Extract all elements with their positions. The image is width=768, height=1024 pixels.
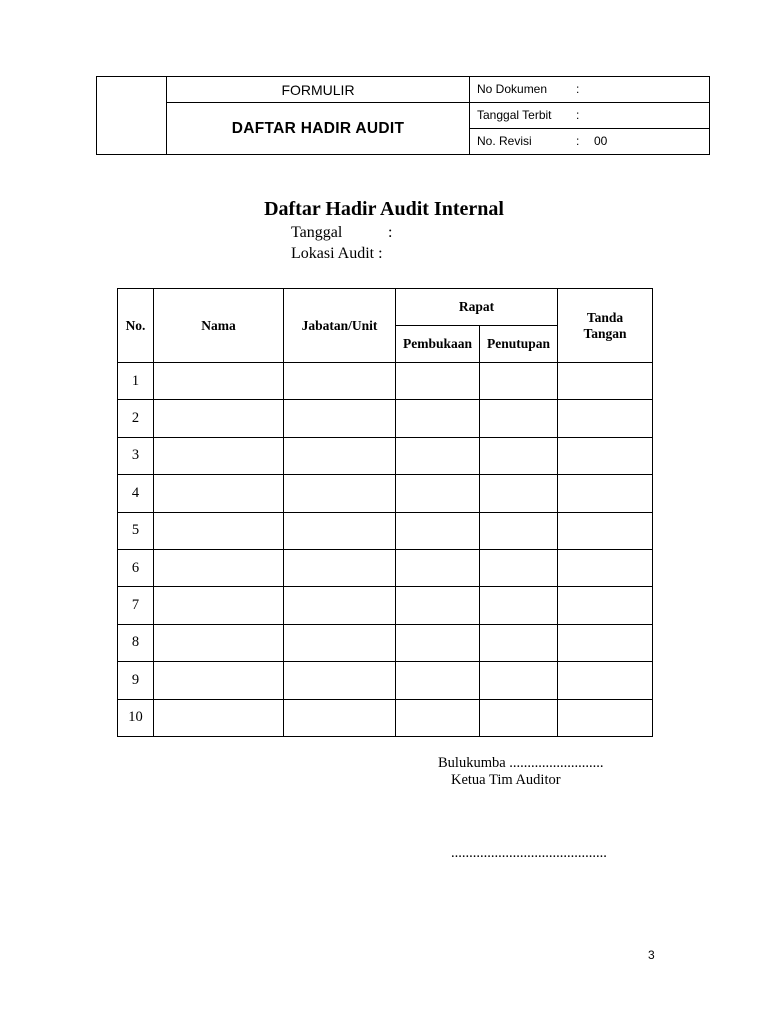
cell-jabatan[interactable] — [284, 475, 396, 512]
row-number: 9 — [118, 662, 154, 699]
table-row — [118, 475, 653, 512]
tangan-label: Tangan — [583, 325, 627, 341]
cell-nama[interactable] — [154, 549, 284, 586]
cell-nama[interactable] — [154, 699, 284, 736]
date-colon: : — [388, 224, 393, 241]
cell-tanda-tangan[interactable] — [558, 587, 653, 624]
cell-penutupan[interactable] — [480, 400, 558, 437]
cell-pembukaan[interactable] — [396, 400, 480, 437]
table-row — [118, 624, 653, 661]
row-number: 4 — [118, 475, 154, 512]
table-row — [118, 699, 653, 736]
meta-colon: : — [576, 134, 580, 148]
cell-pembukaan[interactable] — [396, 512, 480, 549]
row-number: 5 — [118, 512, 154, 549]
row-number: 3 — [118, 437, 154, 474]
cell-pembukaan[interactable] — [396, 624, 480, 661]
cell-tanda-tangan[interactable] — [558, 512, 653, 549]
col-header-rapat: Rapat — [396, 289, 558, 326]
attendance-rows — [118, 363, 653, 737]
cell-jabatan[interactable] — [284, 512, 396, 549]
meta-label: No. Revisi — [477, 134, 532, 148]
cell-tanda-tangan[interactable] — [558, 699, 653, 736]
meta-row-no-dokumen — [470, 77, 710, 103]
cell-nama[interactable] — [154, 512, 284, 549]
cell-penutupan[interactable] — [480, 512, 558, 549]
meta-colon: : — [576, 82, 580, 96]
row-number: 10 — [118, 699, 154, 736]
tanda-label: Tanda — [586, 309, 624, 325]
meta-row-tanggal-terbit — [470, 103, 710, 129]
col-header-penutupan: Penutupan — [480, 326, 558, 363]
table-row — [118, 587, 653, 624]
meta-row-no-revisi — [470, 129, 710, 155]
row-number: 8 — [118, 624, 154, 661]
table-row — [118, 363, 653, 400]
document-title: Daftar Hadir Audit Internal — [264, 198, 504, 220]
col-header-no: No. — [118, 289, 154, 363]
cell-penutupan[interactable] — [480, 699, 558, 736]
cell-tanda-tangan[interactable] — [558, 549, 653, 586]
form-label: FORMULIR — [167, 77, 470, 103]
form-header-table — [96, 76, 710, 155]
col-header-jabatan: Jabatan/Unit — [284, 289, 396, 363]
cell-nama[interactable] — [154, 437, 284, 474]
cell-jabatan[interactable] — [284, 400, 396, 437]
cell-tanda-tangan[interactable] — [558, 363, 653, 400]
col-header-tanda-tangan — [558, 289, 653, 363]
place-date: Bulukumba .......................... — [438, 755, 604, 771]
table-row — [118, 549, 653, 586]
row-number: 7 — [118, 587, 154, 624]
col-header-nama: Nama — [154, 289, 284, 363]
cell-penutupan[interactable] — [480, 624, 558, 661]
row-number: 6 — [118, 549, 154, 586]
table-row — [118, 662, 653, 699]
cell-pembukaan[interactable] — [396, 363, 480, 400]
attendance-table — [117, 288, 653, 737]
cell-penutupan[interactable] — [480, 549, 558, 586]
cell-jabatan[interactable] — [284, 549, 396, 586]
cell-penutupan[interactable] — [480, 437, 558, 474]
cell-jabatan[interactable] — [284, 437, 396, 474]
meta-value: 00 — [594, 134, 608, 148]
location-field: Lokasi Audit : — [291, 245, 383, 262]
cell-pembukaan[interactable] — [396, 475, 480, 512]
cell-tanda-tangan[interactable] — [558, 400, 653, 437]
cell-penutupan[interactable] — [480, 475, 558, 512]
cell-pembukaan[interactable] — [396, 662, 480, 699]
cell-nama[interactable] — [154, 400, 284, 437]
cell-jabatan[interactable] — [284, 363, 396, 400]
cell-nama[interactable] — [154, 662, 284, 699]
cell-nama[interactable] — [154, 624, 284, 661]
cell-penutupan[interactable] — [480, 587, 558, 624]
cell-pembukaan[interactable] — [396, 549, 480, 586]
cell-tanda-tangan[interactable] — [558, 437, 653, 474]
cell-tanda-tangan[interactable] — [558, 662, 653, 699]
cell-tanda-tangan[interactable] — [558, 475, 653, 512]
cell-pembukaan[interactable] — [396, 699, 480, 736]
signer-role: Ketua Tim Auditor — [451, 772, 561, 788]
cell-jabatan[interactable] — [284, 624, 396, 661]
cell-jabatan[interactable] — [284, 662, 396, 699]
cell-jabatan[interactable] — [284, 699, 396, 736]
cell-pembukaan[interactable] — [396, 587, 480, 624]
cell-nama[interactable] — [154, 363, 284, 400]
cell-nama[interactable] — [154, 475, 284, 512]
logo-cell — [97, 77, 167, 155]
cell-penutupan[interactable] — [480, 363, 558, 400]
row-number: 1 — [118, 363, 154, 400]
cell-tanda-tangan[interactable] — [558, 624, 653, 661]
meta-label: Tanggal Terbit — [477, 108, 552, 122]
row-number: 2 — [118, 400, 154, 437]
table-row — [118, 512, 653, 549]
cell-jabatan[interactable] — [284, 587, 396, 624]
cell-nama[interactable] — [154, 587, 284, 624]
date-label: Tanggal — [291, 224, 343, 241]
col-header-pembukaan: Pembukaan — [396, 326, 480, 363]
signature-line: ........................................... — [451, 845, 607, 861]
table-row — [118, 437, 653, 474]
cell-penutupan[interactable] — [480, 662, 558, 699]
page-number: 3 — [648, 948, 655, 962]
cell-pembukaan[interactable] — [396, 437, 480, 474]
meta-label: No Dokumen — [477, 82, 548, 96]
meta-colon: : — [576, 108, 580, 122]
date-field — [291, 224, 342, 242]
table-row — [118, 400, 653, 437]
form-title: DAFTAR HADIR AUDIT — [167, 103, 470, 155]
